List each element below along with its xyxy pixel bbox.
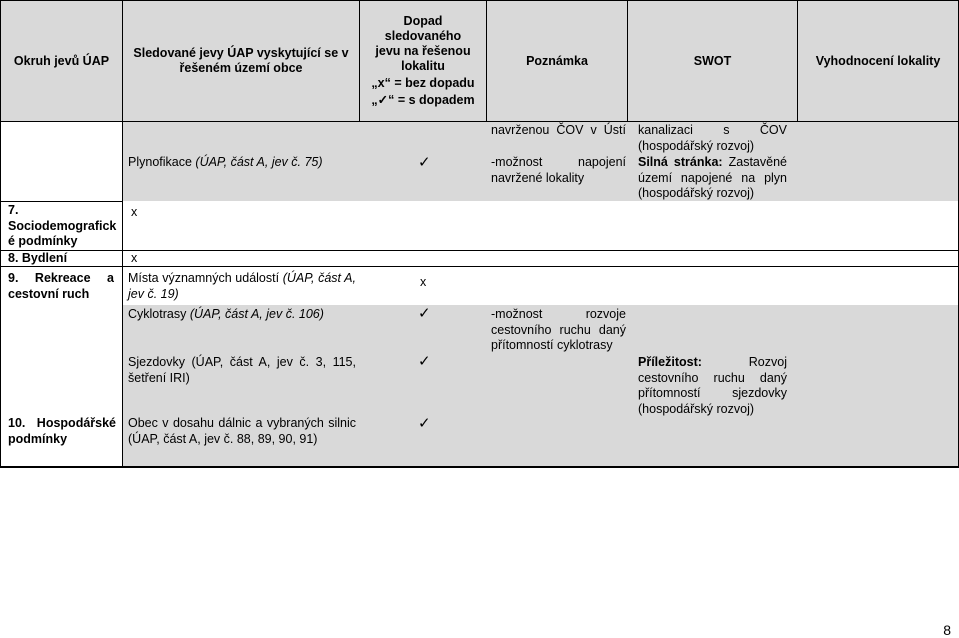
r3-jev: x <box>131 205 138 219</box>
r1-swot: kanalizaci s ČOV (hospodářský rozvoj) <box>638 123 787 153</box>
header-swot: SWOT <box>628 1 797 121</box>
r6-poznamka: -možnost rozvoje cestovního ruchu daný přítomností cyklotrasy <box>491 307 626 352</box>
r2-swot: Silná stránka: Zastavěné území napojené na plyn (hospodářský rozvoj) <box>638 155 787 200</box>
r7-swot: Příležitost: Rozvoj cestovního ruchu daný přítomností sjezdovky (hospodářský rozvoj) <box>638 355 787 416</box>
header-sledovane-jevy: Sledované jevy ÚAP vyskytující se v řešeném území obce <box>123 1 359 121</box>
page-number: 8 <box>943 622 951 638</box>
r8-jev: Obec v dosahu dálnic a vybraných silnic (ÚAP, část A, jev č. 88, 89, 90, 91) <box>128 416 356 446</box>
r2-poznamka: -možnost napojení navržené lokality <box>491 155 626 185</box>
r8-okruh: 10. Hospodářské podmínky <box>8 416 116 446</box>
r5-dopad: x <box>420 275 427 289</box>
r7-dopad-check: ✓ <box>418 353 431 370</box>
header-okruh: Okruh jevů ÚAP <box>1 1 122 121</box>
r3-okruh: 7. Sociodemografick é podmínky <box>8 203 117 248</box>
header-poznamka: Poznámka <box>487 1 627 121</box>
r4-jev: x <box>131 251 138 265</box>
header-dopad: Dopad sledovaného jevu na řešenou lokalitu „x“ = bez dopadu „✓“ = s dopadem <box>360 1 486 121</box>
r8-dopad-check: ✓ <box>418 415 431 432</box>
r2-jev: Plynofikace (ÚAP, část A, jev č. 75) <box>128 155 323 169</box>
r5-jev: Místa významných událostí (ÚAP, část A, jev č. 19) <box>128 271 356 301</box>
r6-dopad-check: ✓ <box>418 305 431 322</box>
header-vyhodnoceni: Vyhodnocení lokality <box>798 1 958 121</box>
r1-poznamka: navrženou ČOV v Ústí <box>491 123 626 137</box>
r2-dopad-check: ✓ <box>418 154 431 171</box>
r6-jev: Cyklotrasy (ÚAP, část A, jev č. 106) <box>128 307 324 321</box>
r4-okruh: 8. Bydlení <box>8 251 68 265</box>
r7-jev: Sjezdovky (ÚAP, část A, jev č. 3, 115, šetření IRI) <box>128 355 356 385</box>
r5-okruh: 9. Rekreace a cestovní ruch <box>8 271 114 301</box>
